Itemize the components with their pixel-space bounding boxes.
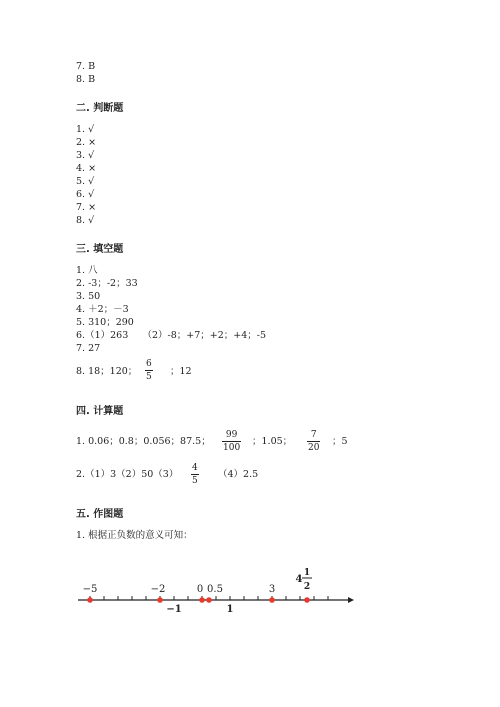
number-line-ticks xyxy=(90,596,328,600)
fraction-bar xyxy=(307,441,320,442)
fraction xyxy=(307,430,320,453)
fraction-denominator: 5 xyxy=(192,476,198,486)
answer-suffix: ；12 xyxy=(170,366,192,377)
arrow-icon xyxy=(348,597,354,603)
section-heading: 二. 判断题 xyxy=(76,103,124,114)
label-minus-2: −2 xyxy=(150,584,166,595)
fraction-numerator: 7 xyxy=(310,430,317,440)
number-line-points xyxy=(87,597,310,603)
mixed-number-numerator: 1 xyxy=(303,568,311,578)
fraction xyxy=(145,359,153,382)
answer-line: 4. × xyxy=(76,163,97,174)
answer-suffix: （4）2.5 xyxy=(218,469,259,480)
section-heading: 四. 计算题 xyxy=(76,406,124,417)
fraction-denominator: 20 xyxy=(308,443,320,453)
fraction-denominator: 100 xyxy=(223,443,241,453)
fraction-bar xyxy=(145,370,153,371)
answer-line: 4. ＋2；－3 xyxy=(76,304,129,315)
section-heading: 五. 作图题 xyxy=(76,509,124,520)
fraction-numerator: 4 xyxy=(192,463,198,473)
answer-line: 2. -3；-2；33 xyxy=(76,278,138,289)
answer-line: 6.（1）263 （2）-8；+7；+2；+4；-5 xyxy=(76,330,267,341)
answer-line: 7. B xyxy=(76,61,96,72)
answer-line: 3. √ xyxy=(76,150,95,161)
answer-line: 7. 27 xyxy=(76,343,101,354)
fraction-numerator: 6 xyxy=(146,359,152,369)
label-minus-1: −1 xyxy=(166,604,182,615)
mixed-number-whole: 4 xyxy=(295,574,303,585)
fraction-bar xyxy=(191,474,199,475)
fraction xyxy=(191,463,199,486)
label-1: 1 xyxy=(226,604,234,615)
answer-line: 1. √ xyxy=(76,124,95,135)
answer-line: 2.（1）3（2）50（3） xyxy=(76,469,179,480)
answer-line: 1. 根据正负数的意义可知： xyxy=(76,530,193,541)
fraction-bar xyxy=(222,441,241,442)
answer-line: 8. 18；120； xyxy=(76,366,138,377)
answer-line: 1. 0.06；0.8；0.056；87.5； xyxy=(76,436,211,447)
answer-mid: ；1.05； xyxy=(252,436,293,447)
answer-line: 3. 50 xyxy=(76,291,101,302)
label-minus-5: −5 xyxy=(82,584,98,595)
answer-line: 5. 310；290 xyxy=(76,317,134,328)
answer-line: 6. √ xyxy=(76,189,95,200)
answer-line: 5. √ xyxy=(76,176,95,187)
section-heading: 三. 填空题 xyxy=(76,244,124,255)
answer-line: 1. 八 xyxy=(76,265,98,276)
answer-line: 8. B xyxy=(76,74,96,85)
answer-line: 7. × xyxy=(76,202,97,213)
answer-line: 2. × xyxy=(76,137,97,148)
fraction xyxy=(222,430,241,453)
fraction-numerator: 99 xyxy=(225,430,238,440)
label-0: 0 xyxy=(196,584,204,595)
answer-suffix: ；5 xyxy=(332,436,348,447)
label-3: 3 xyxy=(268,584,276,595)
mixed-number-denominator: 2 xyxy=(303,582,311,592)
label-0-5: 0.5 xyxy=(207,584,223,595)
fraction-denominator: 5 xyxy=(146,372,152,382)
answer-line: 8. √ xyxy=(76,215,95,226)
